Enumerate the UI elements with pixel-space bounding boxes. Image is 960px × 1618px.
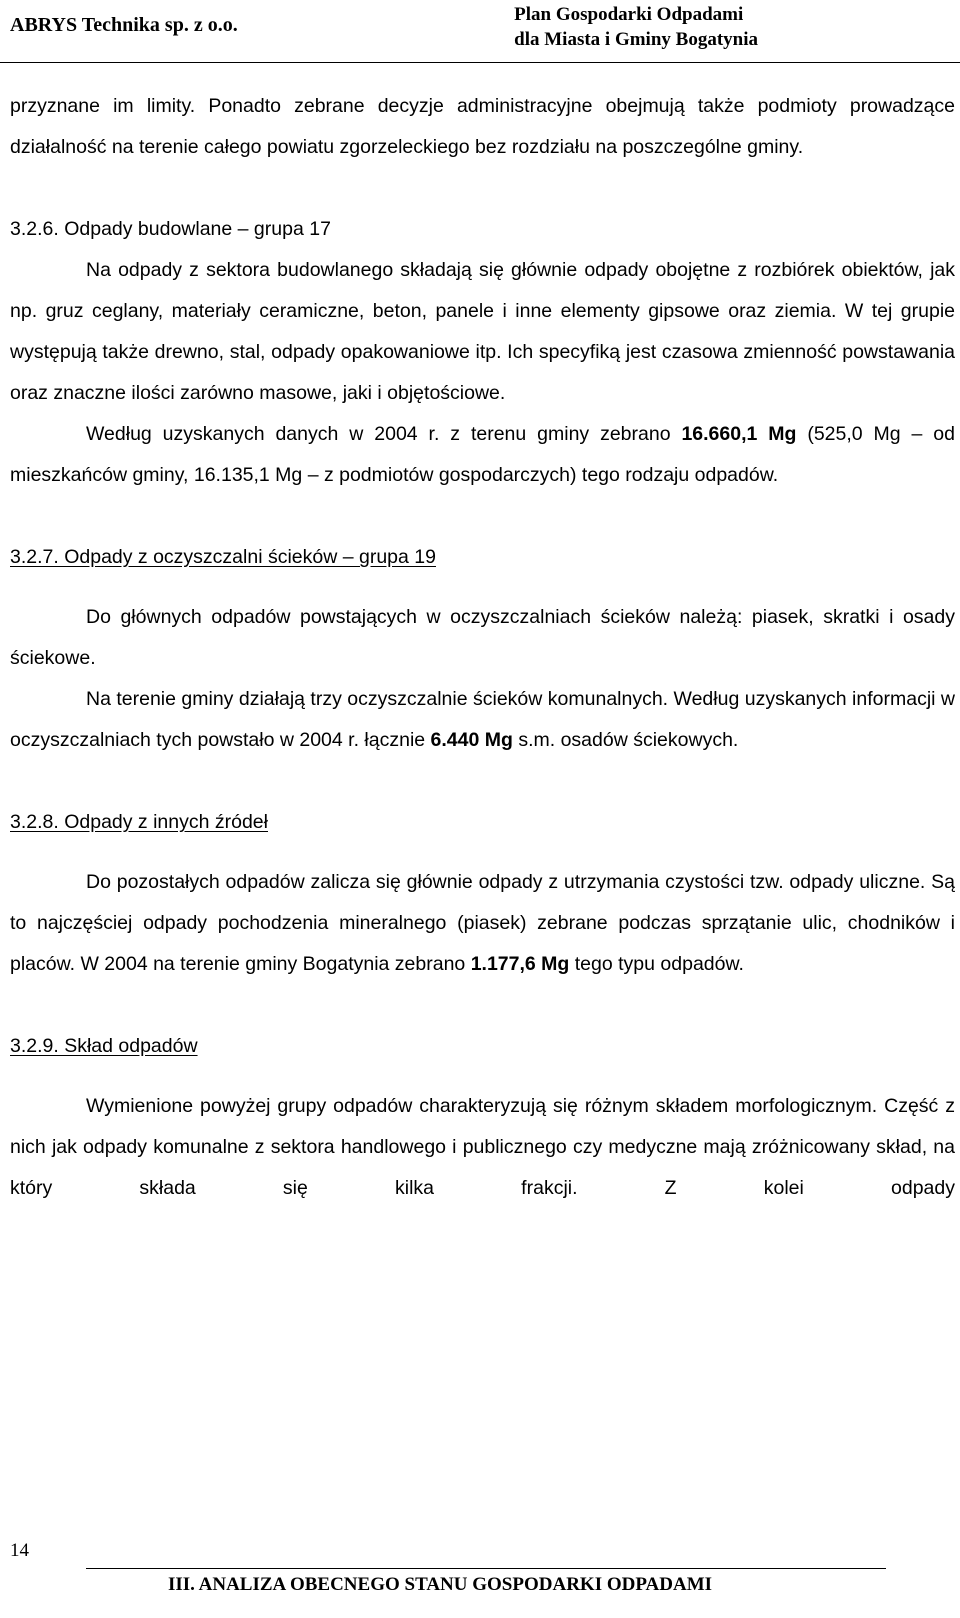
sewage-total: 6.440 Mg: [430, 729, 513, 751]
paragraph-construction-data: Według uzyskanych danych w 2004 r. z terenu gminy zebrano 16.660,1 Mg (525,0 Mg – od mieszkańców gminy, 16.135,1 Mg – z podmiotów gospodarczych) tego rodzaju odpadów.: [10, 423, 955, 486]
document-title-line-1: Plan Gospodarki Odpadami: [514, 4, 744, 25]
paragraph-construction-waste: Na odpady z sektora budowlanego składają się głównie odpady obojętne z rozbiórek obiektów, jak np. gruz ceglany, materiały ceramiczne, beton, panele i inne elementy gipsowe oraz ziemia. W tej grupie występują także drewno, stal, odpady opakowaniowe itp. Ich specyfiką jest czasowa zmienność powstawania oraz znaczne ilości zarówno masowe, jaki i objętościowe.: [10, 259, 955, 404]
other-waste-total: 1.177,6 Mg: [470, 953, 570, 975]
company-name: ABRYS Technika sp. z o.o.: [10, 14, 238, 36]
page-header: [0, 0, 960, 64]
paragraph-sewage-data: Na terenie gminy działają trzy oczyszczalnie ścieków komunalnych. Według uzyskanych informacji w oczyszczalniach tych powstało w 2004 r. łącznie 6.440 Mg s.m. osadów ściekowych.: [10, 688, 955, 751]
chapter-title: III. ANALIZA OBECNEGO STANU GOSPODARKI ODPADAMI: [168, 1574, 713, 1595]
document-title-line-2: dla Miasta i Gminy Bogatynia: [514, 29, 758, 50]
paragraph-sewage-waste: Do głównych odpadów powstających w oczyszczalniach ścieków należą: piasek, skratki i osady ściekowe.: [10, 606, 955, 669]
paragraph-waste-composition: Wymienione powyżej grupy odpadów charakteryzują się różnym składem morfologicznym. Część z nich jak odpady komunalne z sektora handlowego i publicznego czy medyczne mają zróżnicowany skład, na który składa się kilka frakcji. Z kolei odpady: [10, 1095, 955, 1199]
section-heading-3-2-7: 3.2.7. Odpady z oczyszczalni ścieków – grupa 19: [10, 546, 436, 568]
document-title: [514, 2, 758, 52]
paragraph-other-waste: Do pozostałych odpadów zalicza się głównie odpady z utrzymania czystości tzw. odpady uliczne. Są to najczęściej odpady pochodzenia mineralnego (piasek) zebrane podczas sprzątanie ulic, chodników i placów. W 2004 na terenie gminy Bogatynia zebrano 1.177,6 Mg tego typu odpadów.: [10, 871, 955, 975]
header-rule: [0, 62, 960, 63]
paragraph-continued: przyznane im limity. Ponadto zebrane decyzje administracyjne obejmują także podmioty prowadzące działalność na terenie całego powiatu zgorzeleckiego bez rozdziału na poszczególne gminy.: [10, 95, 955, 158]
section-heading-3-2-6: 3.2.6. Odpady budowlane – grupa 17: [10, 218, 331, 240]
document-body: [10, 86, 955, 1209]
footer-rule: [86, 1568, 886, 1569]
construction-total: 16.660,1 Mg: [681, 423, 797, 445]
section-heading-3-2-9: 3.2.9. Skład odpadów: [10, 1035, 198, 1057]
section-heading-3-2-8: 3.2.8. Odpady z innych źródeł: [10, 811, 268, 833]
page-number: 14: [10, 1540, 29, 1561]
page-footer: [0, 1540, 960, 1618]
